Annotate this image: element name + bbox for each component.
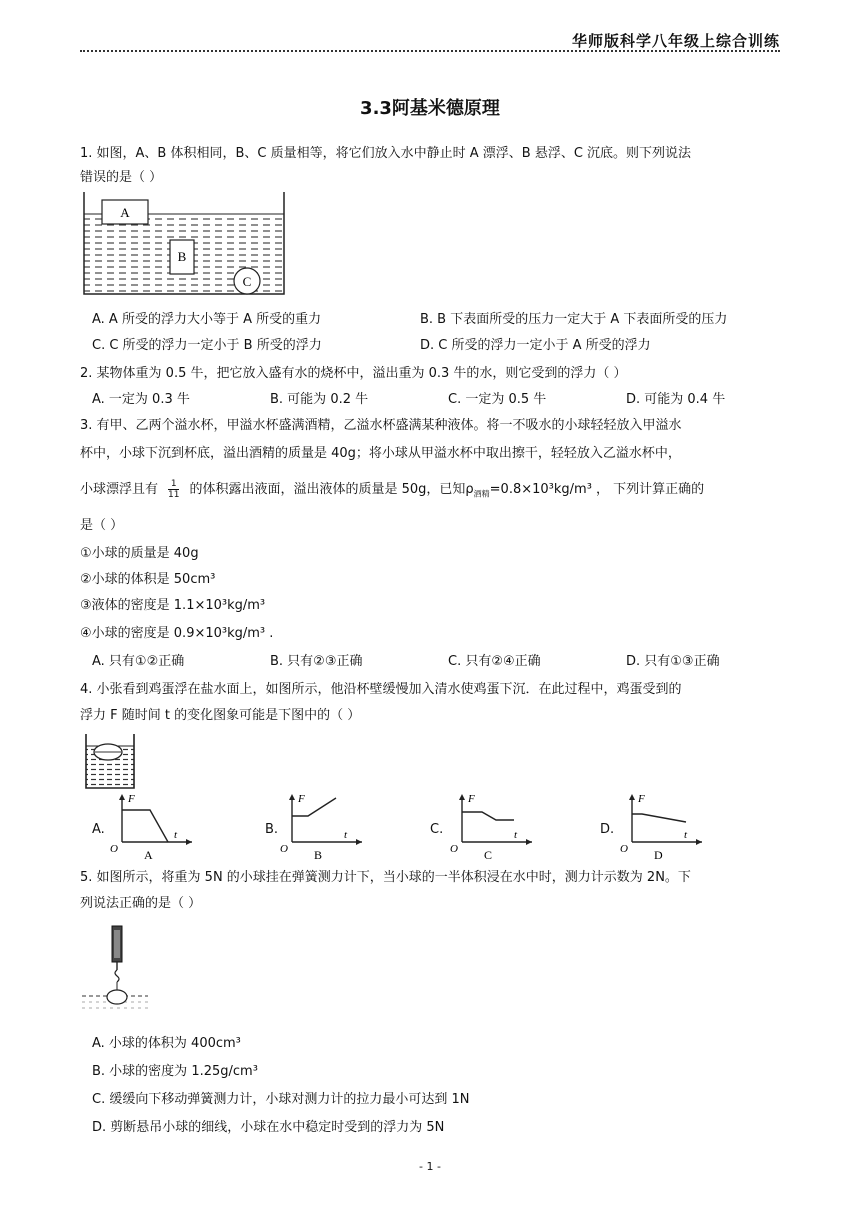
graph-origin-label: O — [620, 843, 628, 855]
graph-x-axis-label: t — [514, 829, 518, 841]
q2-option-a[interactable]: A. 一定为 0.3 牛 — [92, 392, 190, 407]
q3-line3-start: 小球漂浮且有 — [80, 482, 159, 497]
q2-text: 2. 某物体重为 0.5 牛，把它放入盛有水的烧杯中，溢出重为 0.3 牛的水，则它受到的浮力（ ） — [80, 366, 627, 381]
figure-label-c: C — [242, 274, 252, 289]
q1-figure — [82, 192, 288, 298]
q4-option-c[interactable]: C. — [430, 822, 444, 837]
q4-beaker-figure — [82, 732, 138, 790]
figure-label-a: A — [120, 205, 130, 220]
q5-option-a[interactable]: A. 小球的体积为 400cm³ — [92, 1036, 241, 1051]
q1-option-a[interactable]: A. A 所受的浮力大小等于 A 所受的重力 — [92, 312, 322, 327]
q3-text-line2: 杯中，小球下沉到杯底，溢出酒精的质量是 40g；将小球从甲溢水杯中取出擦干，轻轻放入乙溢水杯中， — [80, 446, 681, 461]
q5-spring-scale-figure — [80, 924, 150, 1014]
graph-caption: B — [314, 848, 323, 862]
q3-line3-end: =0.8×10³kg/m³ ， 下列计算正确的 — [489, 482, 705, 497]
page-number: - 1 - — [419, 1160, 441, 1173]
q1-option-d[interactable]: D. C 所受的浮力一定小于 A 所受的浮力 — [420, 338, 651, 353]
q4-option-d[interactable]: D. — [600, 822, 615, 837]
q5-option-c[interactable]: C. 缓缓向下移动弹簧测力计，小球对测力计的拉力最小可达到 1N — [92, 1092, 470, 1107]
rho-subscript: 酒精 — [473, 489, 490, 499]
q2-option-d[interactable]: D. 可能为 0.4 牛 — [626, 392, 726, 407]
graph-origin-label: O — [110, 843, 118, 855]
graph-caption: C — [484, 848, 493, 862]
q4-graph-c[interactable] — [448, 790, 538, 862]
graph-origin-label: O — [280, 843, 288, 855]
fraction-denominator: 11 — [168, 490, 180, 500]
q2-option-b[interactable]: B. 可能为 0.2 牛 — [270, 392, 369, 407]
q1-option-b[interactable]: B. B 下表面所受的压力一定大于 A 下表面所受的压力 — [420, 312, 728, 327]
q3-item-2: ②小球的体积是 50cm³ — [80, 572, 216, 587]
q3-text-line1: 3. 有甲、乙两个溢水杯，甲溢水杯盛满酒精，乙溢水杯盛满某种液体。将一不吸水的小球轻轻放入甲溢水 — [80, 418, 682, 433]
q1-text-line1: 1. 如图，A、B 体积相同，B、C 质量相等，将它们放入水中静止时 A 漂浮、B 悬浮、C 沉底。则下列说法 — [80, 146, 692, 161]
fraction-numerator: 1 — [168, 479, 179, 490]
graph-y-axis-label: F — [638, 793, 645, 805]
graph-x-axis-label: t — [174, 829, 178, 841]
page-header: 华师版科学八年级上综合训练 — [571, 32, 780, 50]
ball — [107, 990, 127, 1004]
header-divider — [80, 50, 780, 52]
q3-item-1: ①小球的质量是 40g — [80, 546, 199, 561]
q5-text-line1: 5. 如图所示，将重为 5N 的小球挂在弹簧测力计下，当小球的一半体积浸在水中时，测力计示数为 2N。下 — [80, 870, 691, 885]
q4-option-b[interactable]: B. — [265, 822, 279, 837]
q3-option-b[interactable]: B. 只有②③正确 — [270, 654, 363, 669]
q4-graph-b[interactable] — [278, 790, 368, 862]
q3-text-line4: 是（ ） — [80, 518, 124, 533]
q2-option-c[interactable]: C. 一定为 0.5 牛 — [448, 392, 547, 407]
fraction — [168, 479, 179, 500]
q3-text-line3 — [80, 478, 704, 500]
graph-y-axis-label: F — [128, 793, 135, 805]
q3-item-4: ④小球的密度是 0.9×10³kg/m³ . — [80, 626, 274, 641]
q5-option-d[interactable]: D. 剪断悬吊小球的细线，小球在水中稳定时受到的浮力为 5N — [92, 1120, 445, 1135]
q1-option-c[interactable]: C. C 所受的浮力一定小于 B 所受的浮力 — [92, 338, 322, 353]
q3-line3-mid: 的体积露出液面，溢出液体的质量是 50g，已知ρ — [189, 482, 474, 497]
q5-text-line2: 列说法正确的是（ ） — [80, 896, 202, 911]
q5-option-b[interactable]: B. 小球的密度为 1.25g/cm³ — [92, 1064, 258, 1079]
q3-option-c[interactable]: C. 只有②④正确 — [448, 654, 541, 669]
q3-option-a[interactable]: A. 只有①②正确 — [92, 654, 185, 669]
q4-text-line1: 4. 小张看到鸡蛋浮在盐水面上，如图所示，他沿杯壁缓慢加入清水使鸡蛋下沉．在此过程中，鸡蛋受到的 — [80, 682, 682, 697]
graph-x-axis-label: t — [344, 829, 348, 841]
graph-x-axis-label: t — [684, 829, 688, 841]
graph-caption: D — [654, 848, 663, 862]
q1-text-line2: 错误的是（ ） — [80, 170, 163, 185]
graph-origin-label: O — [450, 843, 458, 855]
q4-graph-a[interactable] — [108, 790, 198, 862]
graph-y-axis-label: F — [298, 793, 305, 805]
q4-option-a[interactable]: A. — [92, 822, 105, 837]
page-title: 3.3阿基米德原理 — [360, 98, 500, 119]
graph-caption: A — [144, 848, 153, 862]
q3-option-d[interactable]: D. 只有①③正确 — [626, 654, 720, 669]
q3-item-3: ③液体的密度是 1.1×10³kg/m³ — [80, 598, 266, 613]
q4-graph-d[interactable] — [618, 790, 708, 862]
q4-text-line2: 浮力 F 随时间 t 的变化图象可能是下图中的（ ） — [80, 708, 361, 723]
figure-label-b: B — [177, 249, 187, 264]
graph-y-axis-label: F — [468, 793, 475, 805]
